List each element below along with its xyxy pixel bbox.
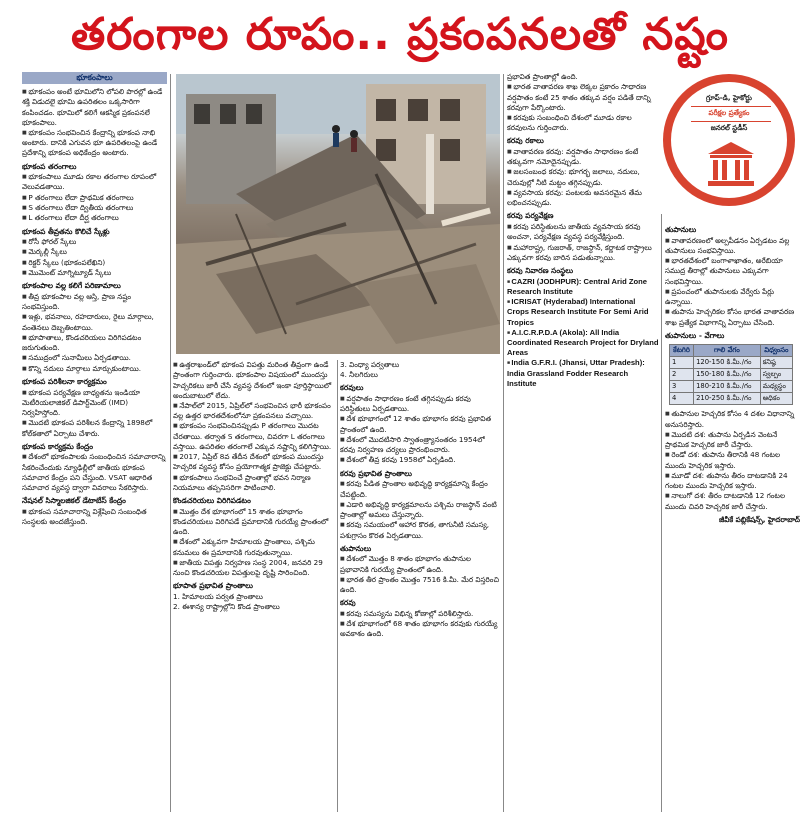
list-item: ■ దేశంలో ఎక్కువగా హిమాలయ ప్రాంతాలు, పశ్చిమ కనుమలు ఈ ప్రమాదానికి గురవుతున్నాయి. bbox=[173, 537, 335, 558]
paragraph: ప్రభావిత ప్రాంతాల్లో ఉంది. bbox=[507, 72, 578, 81]
list-item: ■ మహారాష్ట్ర, గుజరాత్, రాజస్థాన్, కర్ణాటక రాష్ట్రాలు ఎక్కువగా కరవు బారిన పడుతున్నాయి. bbox=[507, 243, 659, 264]
list-item: ■ తీవ్ర భూకంపాల వల్ల ఆస్తి, ప్రాణ నష్టం సంభవిస్తుంది. bbox=[22, 292, 167, 313]
list-item: ■ జలసంబంధ కరవు: భూగర్భ జలాలు, నదులు, చెరువుల్లో నీటి మట్టం తగ్గినప్పుడు. bbox=[507, 167, 659, 188]
table-cell: 4 bbox=[670, 393, 694, 405]
list-item: 4. నీలగిరులు bbox=[340, 370, 378, 380]
table-row bbox=[670, 381, 793, 393]
table-cell: 210-250 కి.మీ./గం bbox=[694, 393, 761, 405]
earthquake-damage-photo bbox=[176, 74, 500, 354]
subheading-institutes: కరవు నివారణ సంస్థలు bbox=[507, 266, 574, 276]
list-item: ■ నాలుగో దశ: తీరం దాటడానికి 12 గంటల ముందు చివరి హెచ్చరిక జారీ చేస్తారు. bbox=[665, 491, 800, 512]
subheading-cyclones-right: తుపానులు bbox=[665, 225, 697, 234]
table-caption: తుపానులు - వేగాలు bbox=[665, 330, 725, 340]
list-item: ■ దేశంలో తీవ్ర కరవు 1958లో ఏర్పడింది. bbox=[340, 455, 500, 465]
subheading-waves: భూకంప తరంగాలు bbox=[22, 161, 77, 171]
column-divider bbox=[661, 214, 662, 812]
subheading-landslides: కొండచరియలు విరిగిపడటం bbox=[173, 496, 251, 506]
paragraph: ■ కరవుకు సంబంధించి దేశంలో మూడు రకాల కరవులను గుర్తించారు. bbox=[507, 113, 659, 134]
column-divider bbox=[503, 74, 504, 812]
byline: జీవీకే పబ్లికేషన్స్, హైదరాబాద్ bbox=[718, 514, 800, 524]
badge-line-3: జనరల్ స్టడీస్ bbox=[710, 124, 748, 132]
subheading-cyclones: తుపానులు bbox=[340, 543, 372, 553]
list-item: ■ భూకంపాలు మూడు రకాల తరంగాల రూపంలో వెలువడతాయి. bbox=[22, 172, 167, 193]
paragraph: ■ 2017, ఏప్రిల్ 8వ తేదీన దేశంలో భూకంప ముందస్తు హెచ్చరిక వ్యవస్థ కోసం ప్రయోగాత్మక ప్రాజెక్టు చేపట్టారు. bbox=[173, 452, 335, 473]
list-item: ■ రిక్టర్ స్కేలు (భూకంపలేఖిని) bbox=[22, 258, 167, 268]
subheading-monitoring: భూకంప పరిశీలనా కార్యక్రమం bbox=[22, 377, 107, 387]
list-item: ■ దేశ భూభాగంలో 68 శాతం భూభాగం కరవుకు గురయ్యే అవకాశం ఉంది. bbox=[340, 619, 500, 640]
list-item: ■ మొమెంట్ మాగ్నిట్యూడ్ స్కేలు bbox=[22, 268, 167, 278]
column-3 bbox=[340, 360, 500, 810]
list-item: ■ దేశ భూభాగంలో 12 శాతం భూభాగం కరవు ప్రభావిత ప్రాంతంలో ఉంది. bbox=[340, 414, 500, 435]
list-item: ■ కరవు సమయంలో ఆహార కొరత, తాగునీటి సమస్య, పశుగ్రాసం కొరత ఏర్పడతాయి. bbox=[340, 520, 500, 541]
list-item: 3. వింధ్యా పర్వతాలు bbox=[340, 360, 400, 369]
list-item: ■ మొదటి దశ: తుపాను ఏర్పడిన వెంటనే ప్రాథమిక హెచ్చరిక జారీ చేస్తారు. bbox=[665, 430, 800, 451]
paragraph: ■ భూకంపం అంటే భూమిలోని లోపలి పొరల్లో ఉండే శక్తి విడుదలై భూమి ఉపరితలం ఒక్కసారిగా కంపించడం. భూమిలో కలిగే ఆకస్మిక ప్రకంపనలే భూకంపాలు. bbox=[22, 87, 167, 128]
table-cell: కనిష్ఠ bbox=[760, 357, 792, 369]
list-item: ■ దేశంలో మొదటిసారి స్వాతంత్ర్యానంతరం 1954లో కరవు నిర్వహణ చర్యలు ప్రారంభించారు. bbox=[340, 435, 500, 456]
list-item: ■ P తరంగాలు లేదా ప్రాథమిక తరంగాలు bbox=[22, 193, 167, 203]
list-item: ■ CAZRI (JODHPUR): Central Arid Zone Research Institute bbox=[507, 277, 659, 298]
subheading-drought-areas: కరవు ప్రభావిత ప్రాంతాలు bbox=[340, 468, 412, 478]
list-item: ■ సముద్రంలో సునామీలు ఏర్పడతాయి. bbox=[22, 353, 167, 363]
list-item: ■ India G.F.R.I. (Jhansi, Uttar Pradesh): India Grassland Fodder Research Institute bbox=[507, 358, 659, 389]
list-item: ■ భారత తీర ప్రాంతం మొత్తం 7516 కి.మీ. మేర విస్తరించి ఉంది. bbox=[340, 575, 500, 596]
page-headline: తరంగాల రూపం.. ప్రకంపనలతో నష్టం bbox=[71, 9, 729, 60]
column-divider bbox=[337, 360, 338, 812]
list-item: ■ S తరంగాలు లేదా ద్వితీయ తరంగాలు bbox=[22, 203, 167, 213]
list-item: ■ భూకంప పర్యవేక్షణ బాధ్యతను ఇండియా మెటీరియలాజికల్ డిపార్ట్‌మెంట్ (IMD) నిర్వహిస్తోంది. bbox=[22, 388, 167, 419]
list-item: ■ ఎడారి అభివృద్ధి కార్యక్రమాలను పశ్చిమ రాజస్థాన్ వంటి ప్రాంతాల్లో అమలు చేస్తున్నారు. bbox=[340, 500, 500, 521]
column-5 bbox=[665, 222, 800, 812]
list-item: ■ మొదటి భూకంప పరిశీలన కేంద్రాన్ని 1898లో కోల్‌కతాలో ఏర్పాటు చేశారు. bbox=[22, 418, 167, 439]
column-1 bbox=[22, 72, 167, 812]
subheading-center: భూకంప కార్యక్రమ కేంద్రం bbox=[22, 441, 93, 451]
table-cell: 2 bbox=[670, 369, 694, 381]
table-header: గాలి వేగం bbox=[694, 345, 761, 357]
column-4 bbox=[507, 72, 659, 812]
table-header-row bbox=[670, 345, 793, 357]
list-item: ■ వర్షపాతం సాధారణం కంటే తగ్గినప్పుడు కరవు పరిస్థితులు ఏర్పడతాయి. bbox=[340, 394, 500, 415]
paragraph: ■ భూకంప సమాచారాన్ని విశ్లేషించి సంబంధిత సంస్థలకు అందజేస్తుంది. bbox=[22, 507, 167, 528]
list-item: ■ కరవు సమస్యను విభిన్న కోణాల్లో పరిశీలిస్తారు. bbox=[340, 609, 500, 619]
list-item: ■ దేశంలో మొత్తం 8 శాతం భూభాగం తుపానుల ప్రభావానికి గురయ్యే ప్రాంతంలో ఉంది. bbox=[340, 554, 500, 575]
table-cell: 3 bbox=[670, 381, 694, 393]
list-item: ■ మొత్తం దేశ భూభాగంలో 15 శాతం భూభాగం కొండచరియలు విరిగిపడే ప్రమాదానికి గురయ్యే ప్రాంతంలో ఉంది. bbox=[173, 507, 335, 538]
table-cell: స్వల్పం bbox=[760, 369, 792, 381]
collapsed-building-illustration bbox=[176, 74, 500, 354]
subheading-drought-final: కరవు bbox=[340, 598, 356, 608]
courthouse-icon bbox=[706, 140, 756, 188]
subheading-effects: భూకంపాల వల్ల కలిగే పరిణామాలు bbox=[22, 281, 121, 291]
paragraph: ■ నేపాల్‌లో 2015, ఏప్రిల్‌లో సంభవించిన భారీ భూకంపం వల్ల ఉత్తర భారతదేశంలోనూ ప్రకంపనలు వచ్చాయి. bbox=[173, 401, 335, 422]
list-item: ■ రోసీ ఫోరల్ స్కేలు bbox=[22, 237, 167, 247]
subheading-droughts: కరవులు bbox=[340, 383, 364, 393]
list-item: ■ మూడో దశ: తుపాను తీరం దాటడానికి 24 గంటల ముందు హెచ్చరిక ఇస్తారు. bbox=[665, 471, 800, 492]
list-item: ■ తుపానుల హెచ్చరిక కోసం 4 దశల విధానాన్ని అనుసరిస్తారు. bbox=[665, 409, 800, 430]
list-item: ■ ICRISAT (Hyderabad) International Crops Research Institute For Semi Arid Tropics bbox=[507, 297, 659, 328]
badge-line-2: పరీక్షల ప్రత్యేకం bbox=[708, 109, 750, 117]
table-cell: 120-150 కి.మీ./గం bbox=[694, 357, 761, 369]
badge-divider bbox=[691, 106, 771, 107]
paragraph: ■ తుపాను హెచ్చరికల కోసం భారత వాతావరణ శాఖ ప్రత్యేక విభాగాన్ని ఏర్పాటు చేసింది. bbox=[665, 307, 800, 328]
table-header: కేటగిరి bbox=[670, 345, 694, 357]
paragraph: ■ భూకంపాలు సంభవించే ప్రాంతాల్లో భవన నిర్మాణ నియమాలు తప్పనిసరిగా పాటించాలి. bbox=[173, 473, 335, 494]
paragraph: ■ ప్రపంచంలో తుపానులకు వేర్వేరు పేర్లు ఉన్నాయి. bbox=[665, 287, 800, 308]
list-item: ■ L తరంగాలు లేదా దీర్ఘ తరంగాలు bbox=[22, 213, 167, 223]
list-item: ■ రెండో దశ: తుపాను తీరానికి 48 గంటల ముందు హెచ్చరిక ఇస్తారు. bbox=[665, 450, 800, 471]
list-item: ■ జాతీయ విపత్తు నిర్వహణ సంస్థ 2004, జనవరి 29 నుంచి కొండచరియల విపత్తులపై దృష్టి సారించింది. bbox=[173, 558, 335, 579]
cyclone-speed-table bbox=[669, 344, 793, 405]
badge-divider bbox=[691, 121, 771, 122]
list-item: ■ మెర్కల్లీ స్కేలు bbox=[22, 247, 167, 257]
column-divider bbox=[170, 74, 171, 812]
list-item: ■ కరవు పరిస్థితులను జాతీయ వ్యవసాయ కరవు అంచనా, పర్యవేక్షణ వ్యవస్థ పర్యవేక్షిస్తుంది. bbox=[507, 222, 659, 243]
list-item: ■ వాతావరణ కరవు: వర్షపాతం సాధారణం కంటే తక్కువగా నమోదైనప్పుడు. bbox=[507, 147, 659, 168]
table-row bbox=[670, 369, 793, 381]
paragraph: ■ భారత వాతావరణ శాఖ లెక్కల ప్రకారం సాధారణ వర్షపాతం కంటే 25 శాతం తక్కువ వర్షం పడితే దాన్ని కరవుగా పేర్కొంటారు. bbox=[507, 82, 659, 113]
badge-inner bbox=[671, 82, 787, 198]
paragraph: ■ దేశంలో భూకంపాలకు సంబంధించిన సమాచారాన్ని సేకరించేందుకు న్యూఢిల్లీలో జాతీయ భూకంప సమాచార కేంద్రం పని చేస్తుంది. VSAT ఆధారిత సమాచార వ్యవస్థ ద్వారా వివరాలు సేకరిస్తారు. bbox=[22, 452, 167, 493]
paragraph: ■ భూకంపం సంభవించిన కేంద్రాన్ని భూకంప నాభి అంటారు. దానికి ఎగువన భూ ఉపరితలంపై ఉండే ప్రదేశాన్ని భూకంప అధికేంద్రం అంటారు. bbox=[22, 128, 167, 159]
subheading-affected-areas: భూపాత ప్రభావిత ప్రాంతాలు bbox=[173, 581, 253, 591]
paragraph: ■ భారతదేశంలో బంగాళాఖాతం, అరేబియా సముద్ర తీరాల్లో తుపానులు ఎక్కువగా సంభవిస్తాయి. bbox=[665, 256, 800, 287]
list-item: ■ భూపాతాలు, కొండచరియలు విరిగిపడటం జరుగుతుంది. bbox=[22, 333, 167, 354]
exam-special-badge bbox=[663, 74, 795, 206]
paragraph: ■ వాతావరణంలో అల్పపీడనం ఏర్పడటం వల్ల తుపానులు సంభవిస్తాయి. bbox=[665, 236, 800, 257]
subheading-national-db: నేషనల్ సిస్మాలజికల్ డేటాబేస్ కేంద్రం bbox=[22, 496, 126, 506]
list-item: ■ కొన్ని నదులు మార్గాలు మార్చుకుంటాయి. bbox=[22, 364, 167, 374]
table-cell: అధికం bbox=[760, 393, 792, 405]
list-item: 2. ఈశాన్య రాష్ట్రాల్లోని కొండ ప్రాంతాలు bbox=[173, 602, 280, 612]
badge-line-1: గ్రూప్-డి, హైకోర్టు bbox=[706, 94, 752, 102]
list-item: ■ ఇళ్లు, భవనాలు, రహదారులు, రైలు మార్గాలు, వంతెనలు దెబ్బతింటాయి. bbox=[22, 312, 167, 333]
table-cell: 180-210 కి.మీ./గం bbox=[694, 381, 761, 393]
section-tag-earthquakes: భూకంపాలు bbox=[22, 72, 167, 84]
list-item: ■ వ్యవసాయ కరవు: పంటలకు అవసరమైన తేమ లభించనప్పుడు. bbox=[507, 188, 659, 209]
table-row bbox=[670, 393, 793, 405]
subheading-drought-watch: కరవు పర్యవేక్షణ bbox=[507, 211, 554, 221]
column-2 bbox=[173, 360, 335, 810]
list-item: 1. హిమాలయ పర్వత ప్రాంతాలు bbox=[173, 591, 263, 601]
table-cell: మధ్యస్థం bbox=[760, 381, 792, 393]
table-row bbox=[670, 357, 793, 369]
table-cell: 1 bbox=[670, 357, 694, 369]
list-item: ■ A.I.C.R.P.D.A (Akola): All India Coordinated Research Project for Dryland Areas bbox=[507, 328, 659, 359]
table-header: విధ్వంసం bbox=[760, 345, 792, 357]
paragraph: ■ ఉత్తరాఖండ్‌లో భూకంప విపత్తు మరింత తీవ్రంగా ఉండే ప్రాంతంగా గుర్తించారు. భూకంపాల విషయంలో ముందస్తు హెచ్చరికలు జారీ చేసే వ్యవస్థ దేశంలో ఇంకా పూర్తిస్థాయిలో అందుబాటులో లేదు. bbox=[173, 360, 335, 401]
table-cell: 150-180 కి.మీ./గం bbox=[694, 369, 761, 381]
subheading-drought-types: కరవు రకాలు bbox=[507, 136, 544, 146]
paragraph: ■ భూకంపం సంభవించినప్పుడు P తరంగాలు మొదట చేరతాయి. తర్వాత S తరంగాలు, చివరగా L తరంగాలు వస్తాయి. ఉపరితల తరంగాలే ఎక్కువ నష్టాన్ని కలిగిస్తాయి. bbox=[173, 421, 335, 452]
list-item: ■ కరవు పీడిత ప్రాంతాల అభివృద్ధి కార్యక్రమాన్ని కేంద్రం చేపట్టింది. bbox=[340, 479, 500, 500]
subheading-scales: భూకంప తీవ్రతను కొలిచే స్కేళ్లు bbox=[22, 226, 110, 236]
